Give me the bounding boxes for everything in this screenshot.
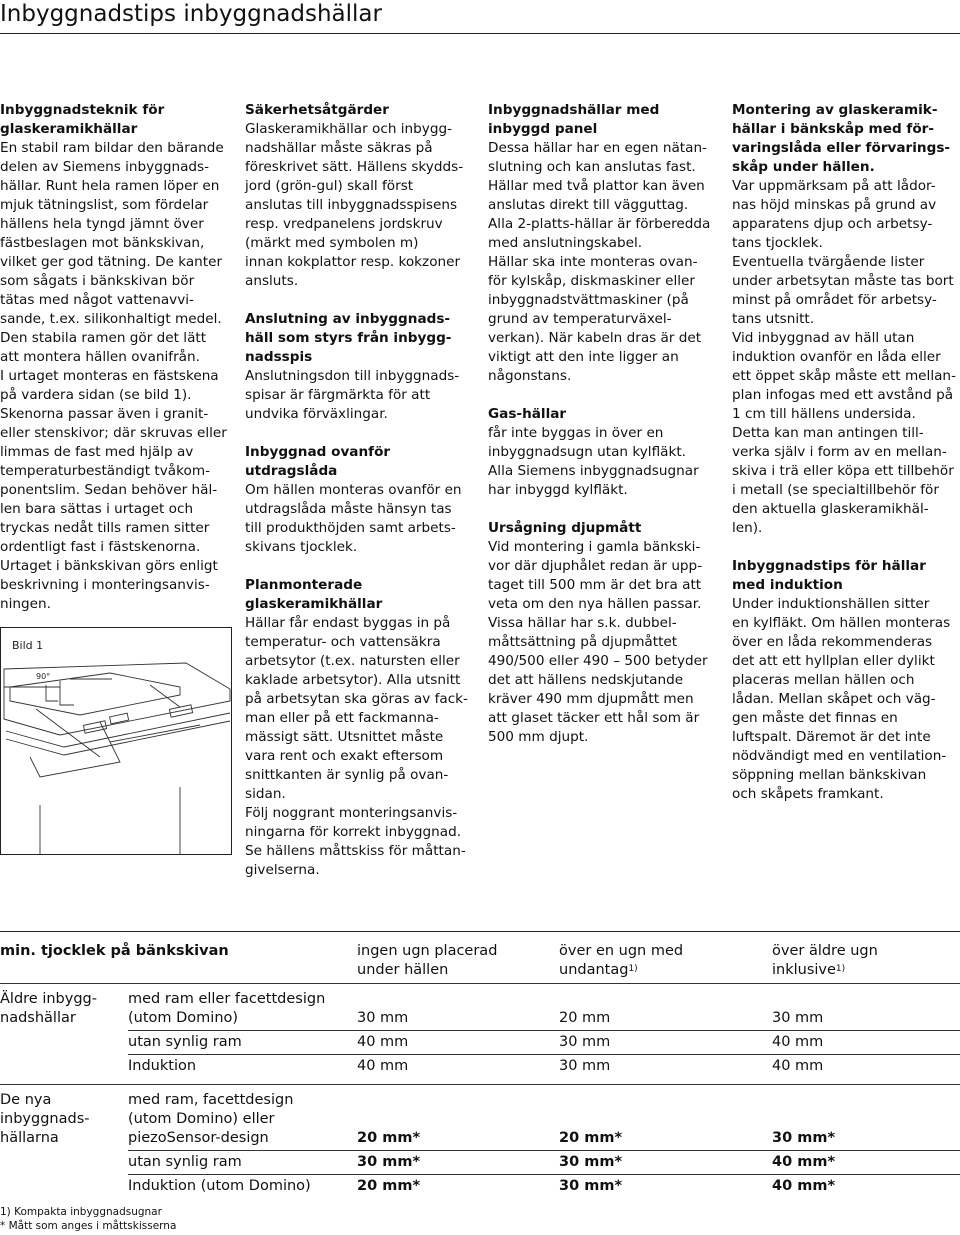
- table-value: 20 mm*: [357, 1130, 421, 1146]
- body-line: gen måste det finnas en: [732, 710, 898, 726]
- section-spacer: [245, 424, 475, 443]
- body-line: på arbetsytan ska göras av fack-: [245, 691, 468, 707]
- section-heading: Montering av glaskeramik-: [732, 102, 938, 118]
- body-line: att montera hällen ovanifrån.: [0, 349, 200, 365]
- table-group-label: hällarna: [0, 1130, 59, 1146]
- section-spacer: [245, 291, 475, 310]
- body-line: att glaset täcker ett hål som är: [488, 710, 700, 726]
- footnote-ref: 1): [628, 964, 638, 974]
- title-rule: [0, 33, 960, 34]
- section-heading: Inbyggnad ovanför: [245, 444, 391, 460]
- footnote-text: Mått som anges i måttskisserna: [5, 1220, 177, 1232]
- body-line: induktion ovanför en låda eller: [732, 349, 941, 365]
- section-heading: Säkerhetsåtgärder: [245, 102, 389, 118]
- body-line: ordentligt fast i fästskenorna.: [0, 539, 201, 555]
- body-line: mässigt sätt. Utsnittet måste: [245, 729, 444, 745]
- body-line: 490/500 eller 490 – 500 betyder: [488, 653, 708, 669]
- body-line: Hällar får endast byggas in på: [245, 615, 451, 631]
- body-line: inbyggnadsugn utan kylfläkt.: [488, 444, 686, 460]
- body-line: snittkanten är synlig på ovan-: [245, 767, 449, 783]
- body-line: delen av Siemens inbyggnads-: [0, 159, 210, 175]
- body-line: ansluts.: [245, 273, 299, 289]
- body-line: som sågats i bänkskivan bör: [0, 273, 195, 289]
- body-line: verkan). När kabeln dras är det: [488, 330, 702, 346]
- body-line: tryckas nedåt tills ramen sitter: [0, 520, 210, 536]
- section-spacer: [488, 500, 718, 519]
- body-line: mjuk tätningslist, som fördelar: [0, 197, 209, 213]
- table-value: 30 mm*: [559, 1154, 623, 1170]
- section-heading: Anslutning av inbyggnads-: [245, 311, 451, 327]
- body-line: Alla Siemens inbyggnadsugnar: [488, 463, 699, 479]
- table-value: 20 mm*: [559, 1130, 623, 1146]
- table-value: 20 mm*: [357, 1178, 421, 1194]
- body-line: Se hällens måttskiss för måttan-: [245, 843, 466, 859]
- body-line: Följ noggrant monteringsanvis-: [245, 805, 458, 821]
- body-line: söppning mellan bänkskivan: [732, 767, 927, 783]
- body-line: En stabil ram bildar den bärande: [0, 140, 224, 156]
- body-line: tans tjocklek.: [732, 235, 823, 251]
- table-row-type: utan synlig ram: [128, 1034, 242, 1050]
- body-line: luftspalt. Däremot är det inte: [732, 729, 931, 745]
- table-value: 30 mm: [357, 1010, 409, 1026]
- body-line: Under induktionshällen sitter: [732, 596, 930, 612]
- table-group-label: De nya: [0, 1092, 52, 1108]
- body-line: inbyggnadstvättmaskiner (på: [488, 292, 689, 308]
- body-line: Urtaget i bänkskivan görs enligt: [0, 558, 218, 574]
- body-line: anslutas till inbyggnadsspisens: [245, 197, 458, 213]
- body-line: nas höjd minskas på grund av: [732, 197, 937, 213]
- body-line: en kylfläkt. Om hällen monteras: [732, 615, 951, 631]
- body-line: limmas de fast med hjälp av: [0, 444, 194, 460]
- table-value: 30 mm*: [559, 1178, 623, 1194]
- section-heading: nadsspis: [245, 349, 313, 365]
- table-header-col-2: undantag$^{1)}$: [559, 962, 638, 978]
- body-line: Dessa hällar har en egen nätan-: [488, 140, 707, 156]
- body-line: skiva i trä eller köpa ett tillbehör: [732, 463, 954, 479]
- body-line: det att ett hyllplan eller dylikt: [732, 653, 935, 669]
- footnote-marker: *: [0, 1220, 6, 1232]
- section-heading: Gas-hällar: [488, 406, 567, 422]
- body-line: Detta kan man antingen till-: [732, 425, 924, 441]
- body-line: kaklade arbetsytor). Alla utsnitt: [245, 672, 461, 688]
- body-line: sande, t.ex. silikonhaltigt medel.: [0, 311, 222, 327]
- body-line: jord (grön-gul) skall först: [245, 178, 414, 194]
- section-heading: hällar i bänkskåp med för-: [732, 121, 935, 137]
- body-line: den aktuella glaskeramikhäl-: [732, 501, 929, 517]
- table-row-type: (utom Domino) eller: [128, 1111, 275, 1127]
- body-line: lådan. Mellan skåpet och väg-: [732, 691, 936, 707]
- body-line: verka själv i form av en mellan-: [732, 444, 947, 460]
- table-value: 30 mm*: [357, 1154, 421, 1170]
- column-4: [732, 101, 960, 804]
- body-line: viktigt att den inte ligger an: [488, 349, 679, 365]
- body-line: spisar är färgmärkta för att: [245, 387, 431, 403]
- body-line: arbetsytor (t.ex. natursten eller: [245, 653, 460, 669]
- body-line: fästbeslagen mot bänkskivan,: [0, 235, 205, 251]
- figure-angle-label: 90°: [36, 672, 51, 681]
- row-rule: [128, 1054, 960, 1055]
- body-line: man eller på ett fackmanna-: [245, 710, 439, 726]
- body-line: nadshällar måste säkras på: [245, 140, 433, 156]
- row-rule: [128, 1174, 960, 1175]
- body-line: len).: [732, 520, 763, 536]
- body-line: det att hällens nedskjutande: [488, 672, 684, 688]
- body-line: Vid montering i gamla bänkski-: [488, 539, 701, 555]
- table-value: 30 mm: [772, 1010, 824, 1026]
- table-header-col-1: under hällen: [357, 962, 449, 978]
- page-title: Inbyggnadstips inbyggnadshällar: [0, 1, 382, 27]
- table-header-col-1: ingen ugn placerad: [357, 943, 498, 959]
- table-value: 40 mm*: [772, 1154, 836, 1170]
- section-heading: häll som styrs från inbygg-: [245, 330, 452, 346]
- body-line: slutning och kan anslutas fast.: [488, 159, 696, 175]
- body-line: 500 mm djupt.: [488, 729, 589, 745]
- table-value: 40 mm: [772, 1058, 824, 1074]
- body-line: givelserna.: [245, 862, 320, 878]
- body-line: Skenorna passar även i granit-: [0, 406, 209, 422]
- table-row-type: Induktion: [128, 1058, 197, 1074]
- body-line: ponentslim. Sedan behöver häl-: [0, 482, 218, 498]
- footnote-ref: 1): [835, 964, 846, 974]
- section-heading: varingslåda eller förvarings-: [732, 140, 951, 156]
- body-line: med anslutningskabel.: [488, 235, 643, 251]
- body-line: beskrivning i monteringsanvis-: [0, 577, 210, 593]
- body-line: taget till 500 mm är det bra att: [488, 577, 702, 593]
- table-value: 20 mm: [559, 1010, 611, 1026]
- column-3: [488, 101, 718, 747]
- section-spacer: [732, 538, 960, 557]
- body-line: Vid inbyggnad av häll utan: [732, 330, 915, 346]
- table-value: 40 mm*: [772, 1178, 836, 1194]
- body-line: temperatur- och vattensäkra: [245, 634, 441, 650]
- body-line: föreskrivet sätt. Hällens skydds-: [245, 159, 464, 175]
- body-line: på vardera sidan (se bild 1).: [0, 387, 192, 403]
- body-line: Eventuella tvärgående lister: [732, 254, 925, 270]
- table-value: 30 mm: [559, 1058, 611, 1074]
- table-header-col-3: inklusive$^{1)}$: [772, 962, 846, 978]
- table-value: 30 mm: [559, 1034, 611, 1050]
- body-line: för kylskåp, diskmaskiner eller: [488, 273, 695, 289]
- table-group-label: Äldre inbygg-: [0, 991, 97, 1007]
- section-heading: Inbyggnadstips för hällar: [732, 558, 926, 574]
- body-line: över en låda rekommenderas: [732, 634, 933, 650]
- body-line: Alla 2-platts-hällar är förberedda: [488, 216, 711, 232]
- section-heading: Ursågning djupmått: [488, 520, 642, 536]
- body-line: hällar. Runt hela ramen löper en: [0, 178, 220, 194]
- table-row-type: med ram, facettdesign: [128, 1092, 294, 1108]
- body-line: ningarna för korrekt inbyggnad.: [245, 824, 462, 840]
- body-line: Hällar med två plattor kan även: [488, 178, 705, 194]
- section-heading: utdragslåda: [245, 463, 338, 479]
- table-row-type: med ram eller facettdesign: [128, 991, 326, 1007]
- body-line: har inbyggd kylfläkt.: [488, 482, 628, 498]
- body-line: Hällar ska inte monteras ovan-: [488, 254, 698, 270]
- body-line: placeras mellan hällen och: [732, 672, 915, 688]
- body-line: innan kokplattor resp. kokzoner: [245, 254, 461, 270]
- row-rule: [128, 1030, 960, 1031]
- body-line: kräver 490 mm djupmått men: [488, 691, 694, 707]
- body-line: Anslutningsdon till inbyggnads-: [245, 368, 460, 384]
- table-group-label: nadshällar: [0, 1010, 76, 1026]
- body-line: temperaturbeständigt tvåkom-: [0, 463, 210, 479]
- body-line: och skåpets framkant.: [732, 786, 884, 802]
- table-value: 40 mm: [357, 1034, 409, 1050]
- table-row-type: utan synlig ram: [128, 1154, 242, 1170]
- section-heading: Planmonterade: [245, 577, 363, 593]
- body-line: ningen.: [0, 596, 51, 612]
- row-rule: [128, 1150, 960, 1151]
- footnote-marker: 1): [0, 1206, 11, 1218]
- hob-installation-illustration: [0, 627, 232, 855]
- section-spacer: [245, 557, 475, 576]
- body-line: får inte byggas in över en: [488, 425, 664, 441]
- group-rule: [0, 1084, 960, 1085]
- body-line: Den stabila ramen gör det lätt: [0, 330, 207, 346]
- section-heading: glaskeramikhällar: [245, 596, 383, 612]
- body-line: Var uppmärksam på att lådor-: [732, 178, 936, 194]
- body-line: grund av temperaturväxel-: [488, 311, 672, 327]
- column-1: [0, 101, 230, 614]
- table-header-col-2: över en ugn med: [559, 943, 684, 959]
- body-line: vara rent och exakt eftersom: [245, 748, 444, 764]
- table-row-type: (utom Domino): [128, 1010, 239, 1026]
- body-line: vor där djuphålet redan är upp-: [488, 558, 703, 574]
- body-line: tans utsnitt.: [732, 311, 815, 327]
- table-value: 30 mm*: [772, 1130, 836, 1146]
- group-rule: [0, 983, 960, 984]
- body-line: apparatens djup och arbetsy-: [732, 216, 933, 232]
- body-line: Glaskeramikhällar och inbygg-: [245, 121, 452, 137]
- body-line: sidan.: [245, 786, 286, 802]
- body-line: 1 cm till hällens undersida.: [732, 406, 916, 422]
- body-line: utdragslåda måste hänsyn tas: [245, 501, 452, 517]
- body-line: tätas med något vattenavvi-: [0, 292, 194, 308]
- section-heading: glaskeramikhällar: [0, 121, 138, 137]
- section-heading: Inbyggnadsteknik för: [0, 102, 165, 118]
- body-line: resp. vredpanelens jordskruv: [245, 216, 443, 232]
- body-line: Om hällen monteras ovanför en: [245, 482, 462, 498]
- footnote: [0, 1220, 176, 1232]
- body-line: eller stenskivor; där skruvas eller: [0, 425, 227, 441]
- body-line: len bara sättas i urtaget och: [0, 501, 194, 517]
- table-row-type: piezoSensor-design: [128, 1130, 269, 1146]
- body-line: nödvändigt med en ventilation-: [732, 748, 947, 764]
- body-line: ett öppet skåp måste ett mellan-: [732, 368, 956, 384]
- table-value: 40 mm: [357, 1058, 409, 1074]
- table-row-type: Induktion (utom Domino): [128, 1178, 311, 1194]
- section-heading: inbyggd panel: [488, 121, 598, 137]
- table-top-rule: [0, 931, 960, 932]
- body-line: till produkthöjden samt arbets-: [245, 520, 456, 536]
- figure-label: Bild 1: [12, 639, 44, 652]
- section-heading: med induktion: [732, 577, 843, 593]
- body-line: Vissa hällar har s.k. dubbel-: [488, 615, 677, 631]
- body-line: anslutas direkt till vägguttag.: [488, 197, 689, 213]
- body-line: skivans tjocklek.: [245, 539, 358, 555]
- section-spacer: [488, 386, 718, 405]
- section-heading: Inbyggnadshällar med: [488, 102, 660, 118]
- body-line: (märkt med symbolen m): [245, 235, 419, 251]
- table-value: 40 mm: [772, 1034, 824, 1050]
- section-heading: skåp under hällen.: [732, 159, 875, 175]
- table-header-col-3: över äldre ugn: [772, 943, 878, 959]
- body-line: vilket ger god tätning. De kanter: [0, 254, 223, 270]
- body-line: någonstans.: [488, 368, 572, 384]
- body-line: I urtaget monteras en fästskena: [0, 368, 219, 384]
- table-group-label: inbyggnads-: [0, 1111, 90, 1127]
- body-line: veta om den nya hällen passar.: [488, 596, 702, 612]
- body-line: måttsättning på djupmåttet: [488, 634, 678, 650]
- footnote-text: Kompakta inbyggnadsugnar: [10, 1206, 162, 1218]
- body-line: plan infogas med ett avstånd på: [732, 387, 954, 403]
- table-header-thickness: min. tjocklek på bänkskivan: [0, 943, 229, 959]
- body-line: minst på området för arbetsy-: [732, 292, 937, 308]
- body-line: under arbetsytan måste tas bort: [732, 273, 954, 289]
- column-2: [245, 101, 475, 880]
- body-line: i metall (se specialtillbehör för: [732, 482, 939, 498]
- body-line: undvika förväxlingar.: [245, 406, 388, 422]
- body-line: hällens hela tyngd jämnt över: [0, 216, 204, 232]
- figure-bild-1: [0, 627, 232, 855]
- footnote: [0, 1206, 162, 1218]
